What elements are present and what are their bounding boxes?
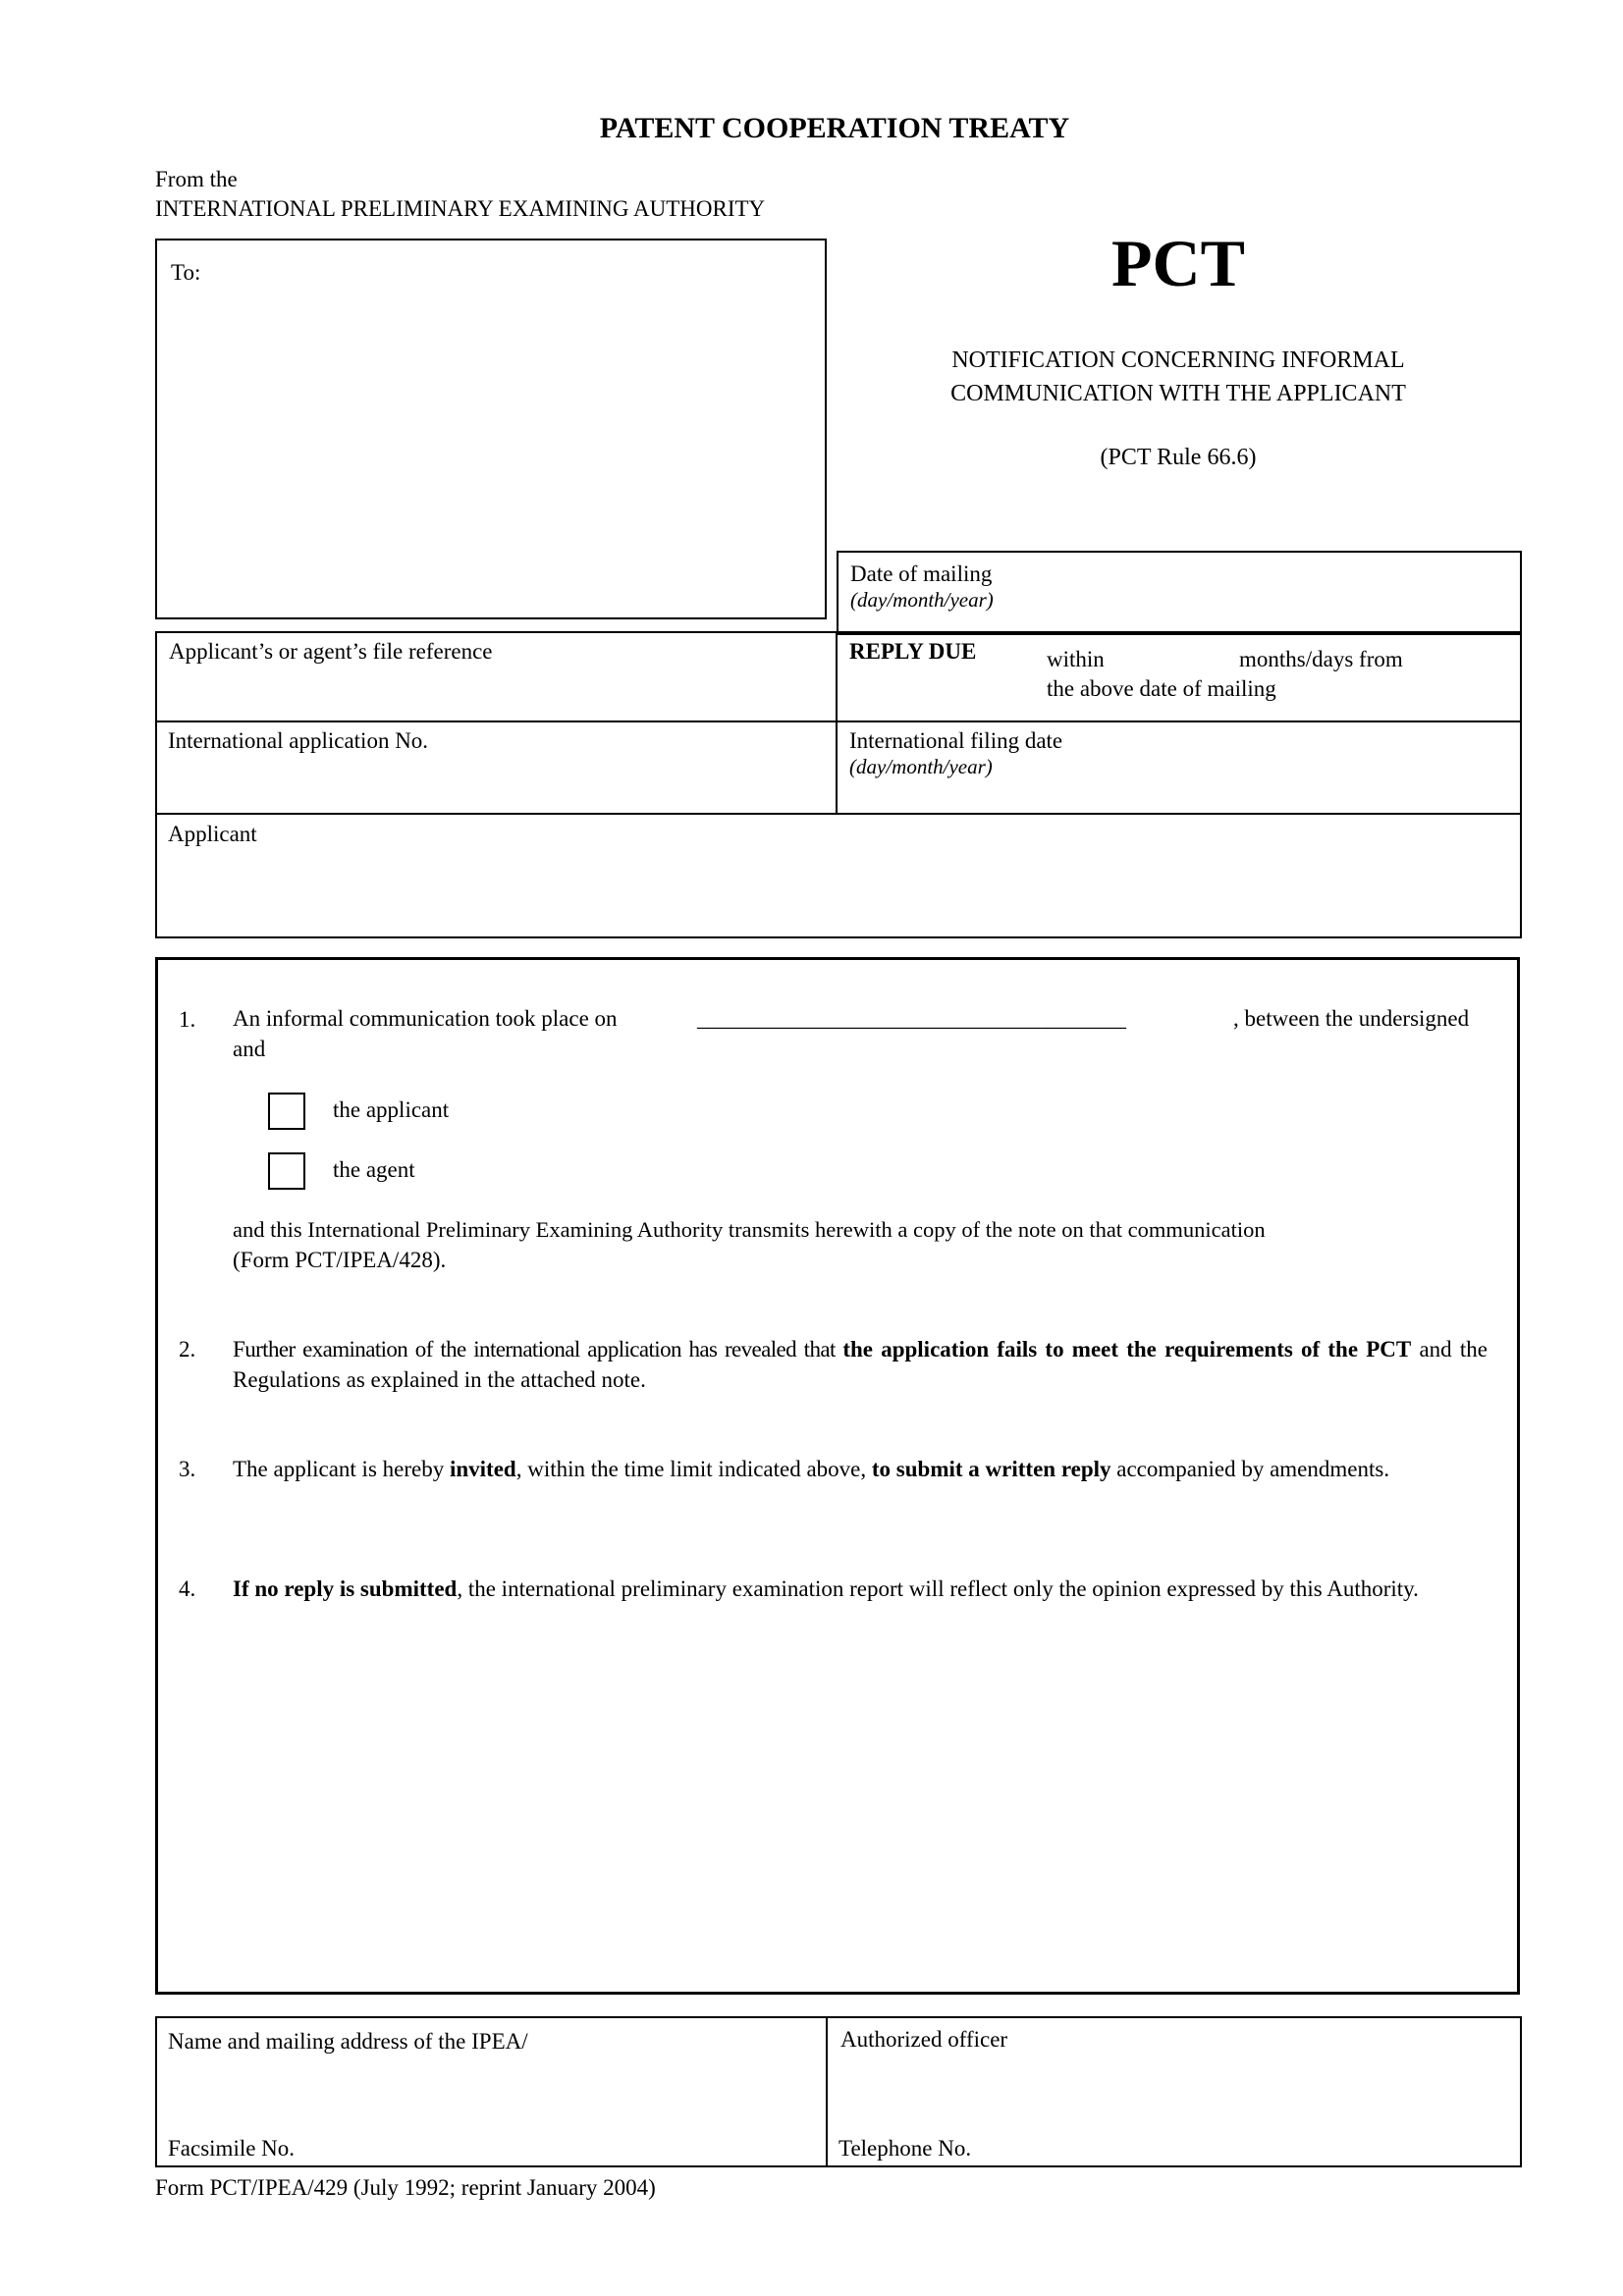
item-1-text-after: , between the undersigned: [1233, 1006, 1470, 1031]
reply-within: within: [1047, 647, 1105, 671]
item-2-text: [233, 1334, 1488, 1395]
date-of-mailing-label: Date of mailing: [850, 561, 993, 586]
agent-option-label: the agent: [333, 1157, 415, 1182]
date-of-mailing-format: (day/month/year): [850, 588, 994, 612]
item-3-bold-1: invited: [449, 1457, 516, 1481]
from-line-1: From the: [155, 167, 238, 191]
authorized-officer-cell[interactable]: [829, 2018, 1520, 2165]
item-3-text: [233, 1454, 1488, 1484]
item-2-number: 2.: [179, 1337, 196, 1362]
item-1-number: 1.: [179, 1007, 196, 1032]
facsimile-label: Facsimile No.: [168, 2136, 296, 2161]
form-title-line-2: COMMUNICATION WITH THE APPLICANT: [950, 381, 1406, 406]
item-1-transmit-line-1: and this International Preliminary Examining Authority transmits herewith a copy of the note on that communication: [233, 1217, 1266, 1242]
reply-due-label: REPLY DUE: [849, 639, 977, 664]
treaty-title: PATENT COOPERATION TREATY: [599, 112, 1070, 144]
telephone-label: Telephone No.: [839, 2136, 972, 2161]
date-of-mailing-box[interactable]: [837, 551, 1522, 635]
applicant-checkbox[interactable]: [268, 1093, 305, 1130]
filing-date-format: (day/month/year): [849, 755, 993, 778]
form-title-line-1: NOTIFICATION CONCERNING INFORMAL: [951, 347, 1405, 373]
from-line-2: INTERNATIONAL PRELIMINARY EXAMINING AUTHORITY: [155, 196, 766, 221]
form-identifier: Form PCT/IPEA/429 (July 1992; reprint January 2004): [155, 2175, 656, 2200]
ipea-address-cell[interactable]: [157, 2018, 825, 2165]
filing-date-cell[interactable]: [838, 722, 1520, 812]
to-address-box[interactable]: [155, 239, 827, 619]
form-rule: (PCT Rule 66.6): [1100, 445, 1257, 470]
communication-date-blank[interactable]: ______________________________________: [697, 1006, 1126, 1031]
item-3-number: 3.: [179, 1457, 196, 1481]
item-4-text: [233, 1574, 1488, 1604]
reply-due-cell: [838, 633, 1520, 720]
item-1-transmit-line-2: (Form PCT/IPEA/428).: [233, 1248, 447, 1272]
item-3-part-1: The applicant is hereby: [233, 1457, 450, 1481]
item-2-text-bold: the application fails to meet the requirements of the PCT: [842, 1337, 1412, 1362]
agent-checkbox[interactable]: [268, 1152, 305, 1190]
authorized-officer-label: Authorized officer: [840, 2027, 1008, 2052]
file-reference-label: Applicant’s or agent’s file reference: [169, 639, 493, 664]
applicant-label: Applicant: [168, 822, 257, 846]
item-2-text-normal: Further examination of the international application has revealed that: [233, 1337, 843, 1362]
ipea-address-label: Name and mailing address of the IPEA/: [168, 2029, 528, 2054]
reply-from-date: the above date of mailing: [1047, 676, 1276, 701]
item-3-bold-2: to submit a written reply: [871, 1457, 1111, 1481]
footer-divider: [826, 2018, 828, 2165]
file-reference-cell[interactable]: [157, 633, 835, 720]
item-4-bold: If no reply is submitted: [233, 1576, 458, 1601]
application-no-label: International application No.: [168, 728, 429, 753]
applicant-option-label: the applicant: [333, 1097, 450, 1122]
applicant-cell[interactable]: [157, 815, 1520, 936]
filing-date-label: International filing date: [849, 728, 1063, 753]
reply-months-days: months/days from: [1239, 647, 1403, 671]
item-4-text-normal: , the international preliminary examination report will reflect only the opinion expressed by this Authority.: [457, 1576, 1419, 1601]
item-1-line-2: and: [233, 1037, 266, 1061]
pct-logo: PCT: [1111, 226, 1245, 300]
to-label: To:: [171, 260, 201, 285]
item-3-part-3: accompanied by amendments.: [1110, 1457, 1390, 1481]
item-2-text-end: and the Regulations as explained in the attached note.: [233, 1337, 1488, 1392]
item-3-part-2: , within the time limit indicated above,: [515, 1457, 872, 1481]
application-no-cell[interactable]: [157, 722, 835, 812]
item-4-number: 4.: [179, 1576, 196, 1601]
item-1-text-before: An informal communication took place on: [233, 1006, 618, 1031]
